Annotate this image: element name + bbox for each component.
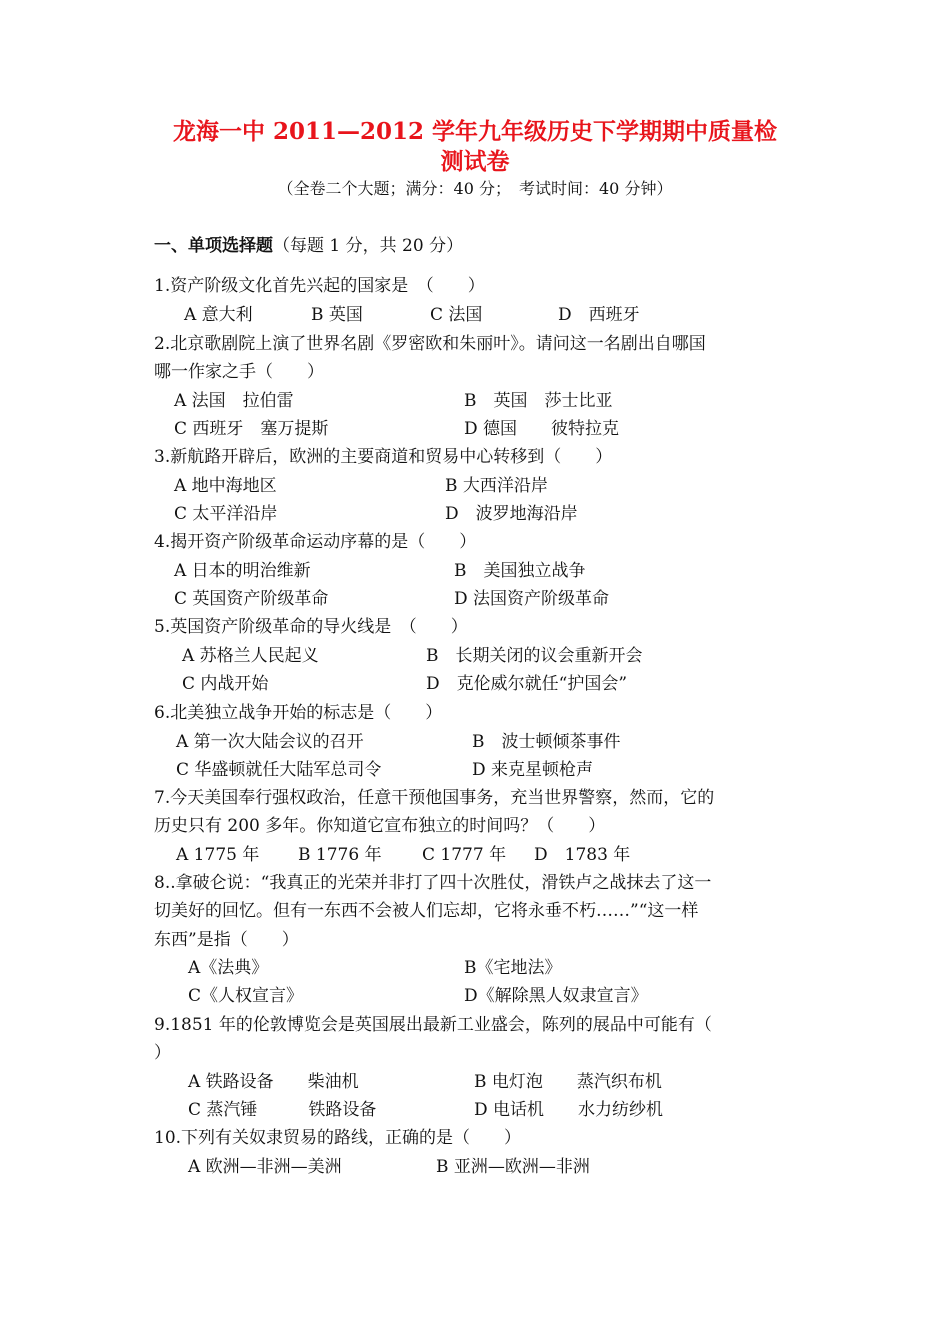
- option-b: B 英国 莎士比亚: [464, 391, 613, 411]
- option-a: A 法国 拉伯雷: [174, 391, 294, 411]
- option-d: D 克伦威尔就任“护国会”: [426, 674, 628, 694]
- option-c: C 1777 年: [422, 845, 507, 865]
- question-text: 5.英国资产阶级革命的导火线是 （ ）: [154, 617, 468, 637]
- option-c: C 华盛顿就任大陆军总司令: [176, 760, 382, 780]
- question-text: 10.下列有关奴隶贸易的路线，正确的是（ ）: [154, 1128, 522, 1148]
- option-b: B 电灯泡 蒸汽织布机: [474, 1072, 662, 1092]
- option-a: A《法典》: [188, 958, 269, 978]
- option-b: B《宅地法》: [464, 958, 562, 978]
- option-d: D 来克星顿枪声: [472, 760, 594, 780]
- option-c: C《人权宣言》: [188, 986, 304, 1006]
- option-a: A 日本的明治维新: [174, 561, 311, 581]
- question-text: 2.北京歌剧院上演了世界名剧《罗密欧和朱丽叶》。请问这一名剧出自哪国: [154, 334, 706, 354]
- section-heading: [154, 235, 463, 257]
- option-b: B 英国: [311, 305, 363, 325]
- question-text-cont: 切美好的回忆。但有一东西不会被人们忘却，它将永垂不朽……”“这一样: [154, 901, 699, 921]
- option-a: A 1775 年: [176, 845, 260, 865]
- option-b: B 大西洋沿岸: [445, 476, 548, 496]
- option-c: C 西班牙 塞万提斯: [174, 419, 329, 439]
- question-text-cont: 东西”是指（ ）: [154, 930, 299, 950]
- question-text: 9.1851 年的伦敦博览会是英国展出最新工业盛会，陈列的展品中可能有（: [154, 1015, 712, 1035]
- exam-title-line2: 测试卷: [440, 148, 510, 175]
- option-b: B 亚洲—欧洲—非洲: [436, 1157, 590, 1177]
- question-text-cont: 哪一作家之手（ ）: [154, 362, 324, 382]
- option-c: C 法国: [430, 305, 483, 325]
- section-title: 一、单项选择题: [154, 236, 273, 256]
- option-b: B 美国独立战争: [454, 561, 586, 581]
- exam-title-line1: 龙海一中 2011—2012 学年九年级历史下学期期中质量检: [172, 118, 778, 145]
- option-d: D 德国 彼特拉克: [464, 419, 620, 439]
- option-b: B 1776 年: [298, 845, 382, 865]
- question-text-cont: ）: [154, 1043, 171, 1063]
- option-d: D 法国资产阶级革命: [454, 589, 610, 609]
- option-c: C 内战开始: [182, 674, 269, 694]
- option-a: A 意大利: [184, 305, 253, 325]
- section-note: （每题 1 分，共 20 分）: [273, 236, 464, 256]
- option-c: C 英国资产阶级革命: [174, 589, 329, 609]
- option-d: D《解除黑人奴隶宣言》: [464, 986, 648, 1006]
- option-b: B 波士顿倾茶事件: [472, 732, 621, 752]
- option-d: D 西班牙: [558, 305, 640, 325]
- option-a: A 铁路设备 柴油机: [188, 1072, 359, 1092]
- option-c: C 太平洋沿岸: [174, 504, 278, 524]
- exam-subtitle: （全卷二个大题；满分：40 分； 考试时间：40 分钟）: [277, 179, 673, 198]
- question-text: 7.今天美国奉行强权政治，任意干预他国事务，充当世界警察，然而，它的: [154, 788, 715, 808]
- option-b: B 长期关闭的议会重新开会: [426, 646, 643, 666]
- option-d: D 波罗地海沿岸: [445, 504, 578, 524]
- option-d: D 1783 年: [534, 845, 631, 865]
- option-a: A 苏格兰人民起义: [182, 646, 319, 666]
- question-text: 4.揭开资产阶级革命运动序幕的是（ ）: [154, 532, 477, 552]
- question-text: 6.北美独立战争开始的标志是（ ）: [154, 703, 443, 723]
- question-text: 3.新航路开辟后，欧洲的主要商道和贸易中心转移到（ ）: [154, 447, 613, 467]
- option-a: A 第一次大陆会议的召开: [176, 732, 364, 752]
- question-text-cont: 历史只有 200 多年。你知道它宣布独立的时间吗？（ ）: [154, 816, 606, 836]
- option-d: D 电话机 水力纺纱机: [474, 1100, 664, 1120]
- option-c: C 蒸汽锤 铁路设备: [188, 1100, 377, 1120]
- question-text: 8..拿破仑说：“我真正的光荣并非打了四十次胜仗，滑铁卢之战抹去了这一: [154, 873, 712, 893]
- question-text: 1.资产阶级文化首先兴起的国家是 （ ）: [154, 276, 485, 296]
- option-a: A 地中海地区: [174, 476, 277, 496]
- option-a: A 欧洲—非洲—美洲: [188, 1157, 342, 1177]
